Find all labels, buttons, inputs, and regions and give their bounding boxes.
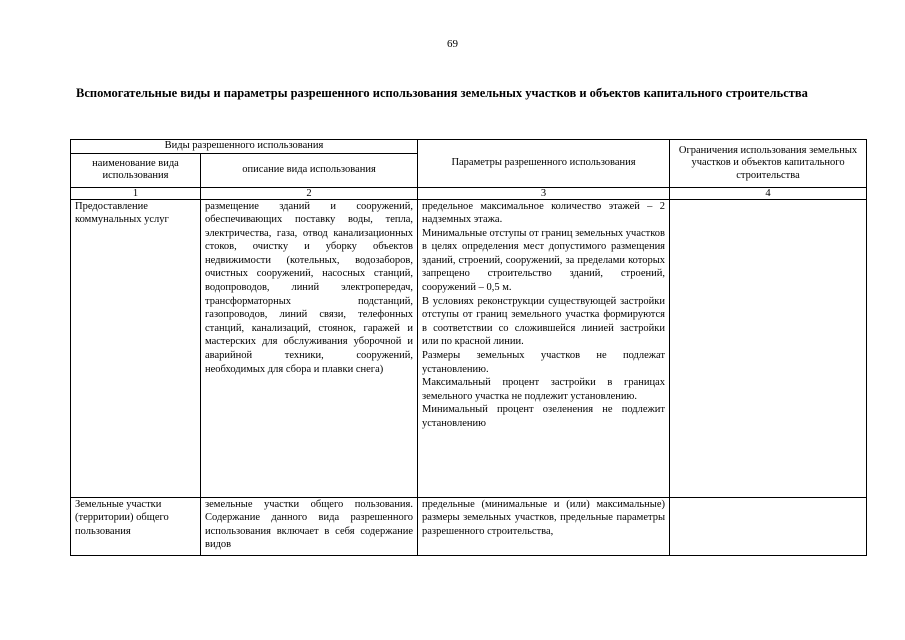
parameter-paragraph: предельное максимальное количество этажей – 2 надземных этажа. [422,200,666,226]
parameter-paragraph: Минимальные отступы от границ земельных участков в целях определения мест допустимого размещения зданий, строений, сооружений, за пределами которых запрещено строительство зданий, строений, сооружений – 0,5 м. [422,227,666,294]
column-number: 3 [418,187,670,199]
usage-restrictions-cell [670,199,867,497]
table-row [71,199,867,497]
table-row [71,497,867,555]
header-group-usage-types: Виды разрешенного использования [71,140,418,154]
column-number-row [71,187,867,199]
usage-parameters-cell [418,199,670,497]
usage-description-cell: земельные участки общего пользования. Содержание данного вида разрешенного использования включает в себя содержание видов [201,497,418,555]
column-number: 2 [201,187,418,199]
parameter-paragraph: Максимальный процент застройки в границах земельного участка не подлежит установлению. [422,377,666,402]
page-number: 69 [447,38,458,50]
column-number: 1 [71,187,201,199]
parameter-paragraph: Минимальный процент озеленения не подлежит установлению [422,404,666,429]
header-usage-description: описание вида использования [201,153,418,187]
column-number: 4 [670,187,867,199]
header-usage-name: наименование вида использования [71,153,201,187]
usage-parameters-cell [418,497,670,555]
header-parameters: Параметры разрешенного использования [418,140,670,188]
document-title: Вспомогательные виды и параметры разрешенного использования земельных участков и объектов капитального строительства [76,86,808,100]
usage-description-cell: размещение зданий и сооружений, обеспечивающих поставку воды, тепла, электричества, газа, отвод канализационных стоков, очистку и уборку объектов недвижимости (котельных, водозаборов, очистных сооружений, насосных станций, водопроводов, линий электропередач, трансформаторных подстанций, газопроводов, линий связи, телефонных станций, канализаций, стоянок, гаражей и мастерских для обслуживания уборочной и аварийной техники, сооружений, необходимых для сбора и плавки снега) [201,199,418,497]
land-use-table [70,139,867,556]
header-restrictions: Ограничения использования земельных участков и объектов капитального строительства [670,140,867,188]
usage-name-cell: Предоставление коммунальных услуг [71,199,201,497]
usage-restrictions-cell [670,497,867,555]
parameter-paragraph: Размеры земельных участков не подлежат установлению. [422,350,666,375]
parameter-paragraph: предельные (минимальные и (или) максимальные) размеры земельных участков, предельные параметры разрешенного строительства, [422,498,666,537]
parameter-paragraph: В условиях реконструкции существующей застройки отступы от границ земельного участка формируются в соответствии со сложившейся линией застройки или по красной линии. [422,295,666,348]
usage-name-cell: Земельные участки (территории) общего пользования [71,497,201,555]
